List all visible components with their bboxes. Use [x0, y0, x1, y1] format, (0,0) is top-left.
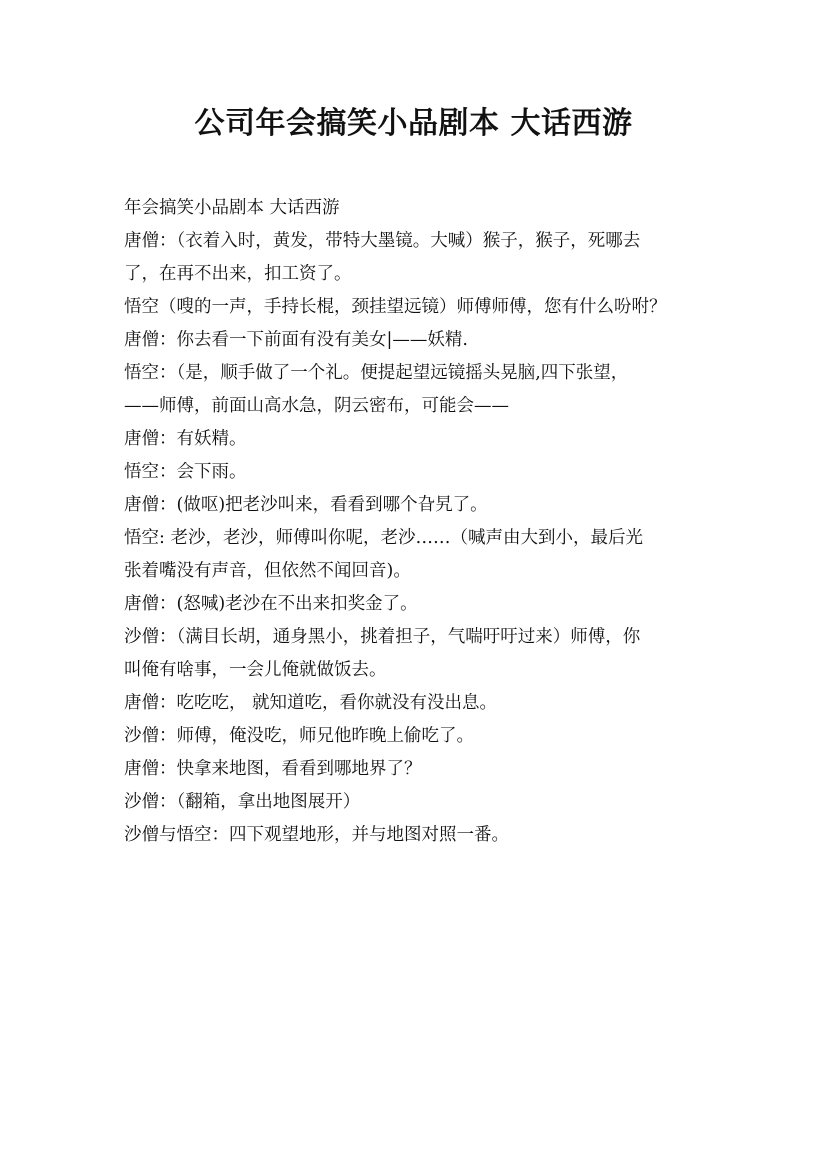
text-line: 唐僧：快拿来地图，看看到哪地界了？ — [124, 759, 422, 779]
text-line: 张着嘴没有声音，但依然不闻回音)。 — [124, 561, 411, 581]
text-line: 悟空: 老沙，老沙，师傅叫你呢，老沙……（喊声由大到小，最后光 — [124, 528, 643, 548]
text-line: 沙僧：（翻箱，拿出地图展开） — [124, 792, 361, 812]
text-line: ——师傅，前面山高水急，阴云密布，可能会—— — [124, 396, 509, 416]
text-line: 悟空：（是，顺手做了一个礼。便提起望远镜摇头晃脑,四下张望， — [124, 363, 629, 383]
text-line: 年会搞笑小品剧本 大话西游 — [124, 198, 340, 218]
text-line: 悟空：会下雨。 — [124, 462, 247, 482]
document-title: 公司年会搞笑小品剧本 大话西游 — [194, 106, 633, 141]
text-line: 唐僧：吃吃吃， 就知道吃，看你就没有没出息。 — [124, 693, 498, 713]
text-line: 沙僧与悟空：四下观望地形，并与地图对照一番。 — [124, 825, 509, 845]
document-body — [124, 192, 708, 852]
text-line: 叫俺有啥事，一会儿俺就做饭去。 — [124, 660, 387, 680]
text-line: 沙僧：师傅，俺没吃，师兄他昨晚上偷吃了。 — [124, 726, 474, 746]
text-line: 悟空（嗖的一声，手持长棍，颈挂望远镜）师傅师傅，您有什么吩咐？ — [124, 297, 667, 317]
text-line: 唐僧：有妖精。 — [124, 429, 247, 449]
text-line: 唐僧：（衣着入时，黄发，带特大墨镜。大喊）猴子，猴子，死哪去 — [124, 231, 641, 251]
text-line: 唐僧：(怒喊)老沙在不出来扣奖金了。 — [124, 594, 418, 614]
text-line: 唐僧：你去看一下前面有没有美女|——妖精. — [124, 330, 468, 350]
text-line: 唐僧：(做呕)把老沙叫来，看看到哪个旮旯了。 — [124, 495, 488, 515]
text-line: 了，在再不出来，扣工资了。 — [124, 264, 352, 284]
text-line: 沙僧：（满目长胡，通身黑小，挑着担子，气喘吁吁过来）师傅，你 — [124, 627, 641, 647]
